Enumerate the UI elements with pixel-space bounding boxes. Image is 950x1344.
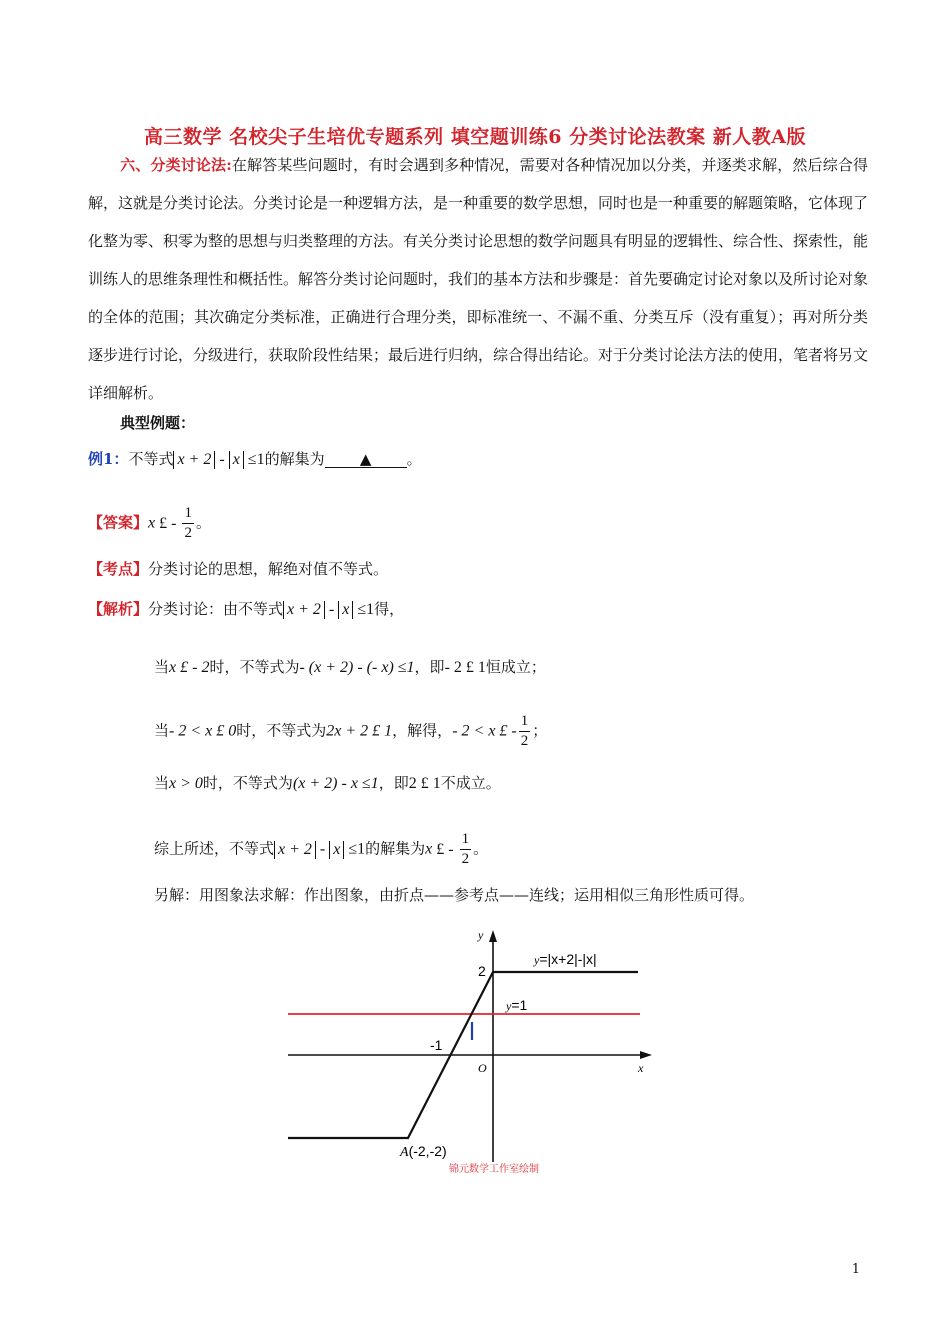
case-2-solve: ，解得， <box>392 721 453 740</box>
jiexi-suffix: 得， <box>374 600 405 618</box>
page-title: 高三数学 名校尖子生培优专题系列 填空题训练6 分类讨论法教案 新人教A版 <box>144 126 806 148</box>
answer-fraction <box>182 504 194 543</box>
line-label-y: y <box>506 999 512 1013</box>
summary-abs-left: x + 2 <box>274 841 316 859</box>
graph-credit: 锦元数学工作室绘制 <box>449 1164 539 1175</box>
jiexi-abs-right: x <box>338 601 353 619</box>
case-2-result: - 2 < x £ - <box>452 722 517 740</box>
answer-blank: ▲ <box>325 451 407 468</box>
function-label-y: y <box>534 953 540 967</box>
summary-den: 2 <box>461 851 470 867</box>
example-1 <box>88 448 422 469</box>
case-3-ie: ，即 <box>378 774 409 792</box>
case-1-when: 当 <box>154 658 170 676</box>
example-prefix: 不等式 <box>128 450 174 468</box>
case-1 <box>154 656 546 677</box>
kaodian-text: 分类讨论的思想，解绝对值不等式。 <box>148 560 389 578</box>
case-1-condition: x £ - 2 <box>169 659 210 676</box>
intro-text: 在解答某些问题时，有时会遇到多种情况，需要对各种情况加以分类，并逐类求解，然后综合得解，这就是分类讨论法。分类讨论是一种逻辑方法，是一种重要的数学思想，同时也是一种重要的解题策略，它体现了化整为零、积零为整的思想与归类整理的方法。有关分类讨论思想的数学问题具有明显的逻辑性、综合性、探索性，能训练人的思维条理性和概括性。解答分类讨论问题时，我们的基本方法和步骤是：首先要确定讨论对象以及所讨论对象的全体的范围；其次确定分类标准，正确进行合理分类，即标准统一、不漏不重、分类互斥（没有重复）；再对所分类逐步进行讨论，分级进行，获取阶段性结果；最后进行归纳，综合得出结论。对于分类讨论法方法的使用，笔者将另文详细解析。 <box>88 156 869 402</box>
jiexi-label: 【解析】 <box>88 600 149 618</box>
label-neg1: -1 <box>430 1037 443 1053</box>
case-2-condition: - 2 < x £ 0 <box>169 722 237 740</box>
answer-end: 。 <box>195 513 211 532</box>
summary-line <box>154 830 488 869</box>
line-label <box>505 997 528 1013</box>
intro-lead: 六、分类讨论法: <box>120 156 232 174</box>
example-end: 。 <box>406 450 422 468</box>
example-label: 例1： <box>88 450 129 468</box>
case-3-result: 2 £ 1 <box>408 775 441 792</box>
intro-paragraph <box>88 146 868 412</box>
le-one: ≤1 <box>243 451 265 468</box>
jiexi-prefix: 分类讨论：由不等式 <box>148 600 284 618</box>
summary-num: 1 <box>460 830 472 850</box>
jiexi-abs-left: x + 2 <box>283 601 325 619</box>
answer-label: 【答案】 <box>88 513 149 532</box>
case-2-when: 当 <box>154 721 170 740</box>
jiexi-le-one: ≤1 <box>353 601 375 618</box>
point-a-name: A <box>400 1145 409 1160</box>
summary-rel: £ - <box>436 840 454 858</box>
kaodian-label: 【考点】 <box>88 560 149 578</box>
x-axis-label: x <box>638 1061 644 1075</box>
function-graph <box>288 924 658 1179</box>
line-label-rest: =1 <box>511 997 528 1013</box>
case-3-when: 当 <box>154 774 170 792</box>
case-2-num: 1 <box>519 712 531 732</box>
case-2-end: ； <box>532 721 548 740</box>
answer-rel: £ - <box>159 514 177 532</box>
case-2-text: 时，不等式为 <box>236 721 327 740</box>
alt-solution: 另解：用图象法求解：作出图象，由折点——参考点——连线；运用相似三角形性质可得。 <box>154 886 755 904</box>
summary-minus: - <box>315 840 330 858</box>
function-label <box>533 951 597 967</box>
abs-right: x <box>229 451 244 469</box>
case-1-result: - 2 £ 1 <box>444 659 486 676</box>
minus-sign: - <box>215 451 229 468</box>
summary-mid: 的解集为 <box>365 839 426 858</box>
case-2-fraction <box>519 712 531 751</box>
summary-le-one: ≤1 <box>344 840 366 858</box>
case-3-condition: x > 0 <box>169 775 203 792</box>
jiexi-minus: - <box>324 601 339 618</box>
summary-end: 。 <box>473 839 489 858</box>
point-a-coords: (-2,-2) <box>408 1143 447 1159</box>
case-1-conclusion: 恒成立； <box>485 658 546 676</box>
answer-line <box>88 504 211 543</box>
case-2-den: 2 <box>520 733 529 749</box>
summary-fraction <box>460 830 472 869</box>
case-1-ie: ，即 <box>414 658 445 676</box>
case-3-text: 时，不等式为 <box>202 774 293 792</box>
section-heading: 典型例题： <box>120 414 196 432</box>
answer-den: 2 <box>184 525 192 541</box>
page-number: 1 <box>851 1262 860 1277</box>
answer-x: x <box>148 514 156 532</box>
case-3-conclusion: 不成立。 <box>440 774 501 792</box>
summary-prefix: 综上所述，不等式 <box>154 839 275 858</box>
label-2: 2 <box>478 963 486 979</box>
y-axis-arrow <box>489 930 497 942</box>
case-3 <box>154 772 501 793</box>
case-3-expression: (x + 2) - x ≤1 <box>292 775 379 792</box>
case-1-text: 时，不等式为 <box>209 658 300 676</box>
jiexi-line <box>88 598 404 619</box>
origin-label: O <box>478 1061 487 1075</box>
y-axis-label: y <box>478 928 484 942</box>
abs-left: x + 2 <box>173 451 215 469</box>
example-suffix: 的解集为 <box>264 450 325 468</box>
function-label-rest: =|x+2|-|x| <box>539 951 597 967</box>
summary-x: x <box>425 840 433 858</box>
case-1-expression: - (x + 2) - (- x) ≤1 <box>299 659 415 676</box>
x-axis-arrow <box>640 1051 652 1059</box>
summary-abs-right: x <box>329 841 344 859</box>
case-2 <box>154 712 547 751</box>
case-2-expression: 2x + 2 £ 1 <box>326 722 393 740</box>
point-a-label <box>399 1143 447 1160</box>
kaodian-line <box>88 558 388 579</box>
answer-num: 1 <box>182 504 194 524</box>
